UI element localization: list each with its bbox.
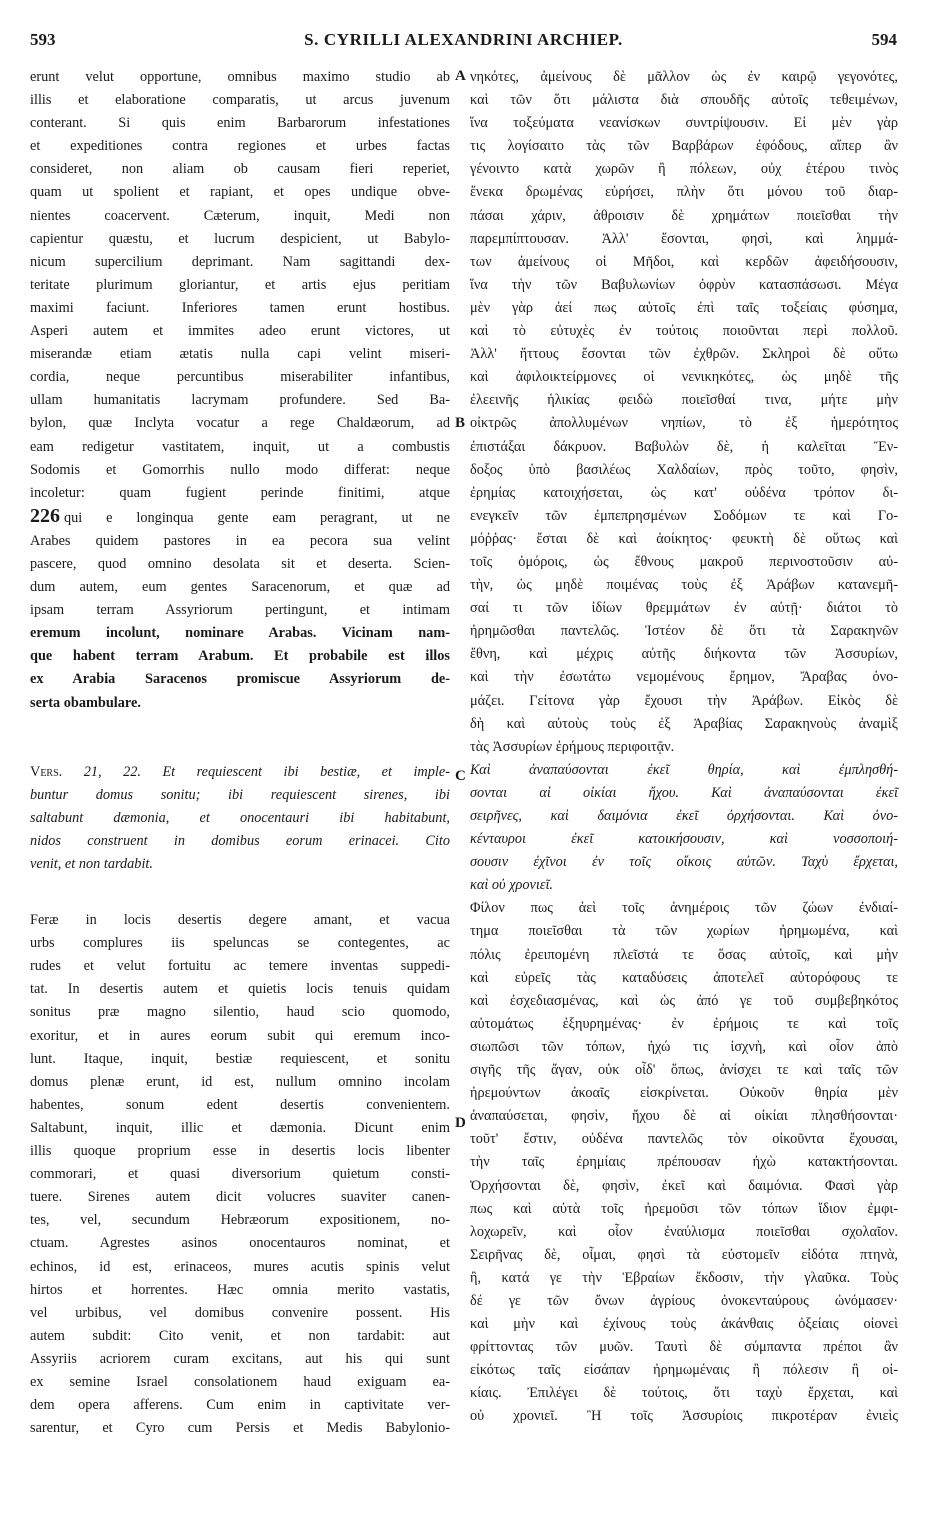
text-line: ἔθνη, καὶ μέχρις αὐτῆς διήκοντα τῶν Ἀσσυρίων, [470, 646, 898, 663]
text-line: ἵνα τὴν τῶν Βαβυλωνίων ὀφρὺν κατασπάσωσι. Μέγα [470, 276, 898, 293]
text-line: οἰκτρῶς ἀπολλυμένων νηπίων, τὸ ἐξ ἡμερότητος [470, 415, 898, 432]
verse-label: Vers. [30, 763, 84, 780]
text-line: dum autem, eum gentes Saracenorum, et quæ ad [30, 579, 450, 596]
text-line: Asperi autem et immites adeo erunt victores, ut [30, 323, 450, 340]
page-number-right: 594 [871, 30, 897, 49]
text-line: bylon, quæ Inclyta vocatur a rege Chaldæorum, ad [30, 415, 450, 432]
text-line: tes, vel, secundum Hebræorum expositionem, no- [30, 1212, 450, 1229]
page-header [30, 30, 897, 56]
text-line: miserandæ etiam ætatis nulla capi velint miseri- [30, 346, 450, 363]
text-line: sarentur, et Cyro cum Persis et Medis Babylonio- [30, 1420, 450, 1437]
greek-verse [470, 759, 898, 898]
text-line: ἐπιστάξαι δάκρυον. Βαβυλὼν δὲ, ἡ καλεῖται Ἔν- [470, 438, 898, 455]
text-line: νηκότες, ἀμείνους δὲ μᾶλλον ὡς ἐν καιρῷ γεγονότες, [470, 69, 898, 85]
text-line: Φίλον πως ἀεὶ τοῖς ἀνημέροις τῶν ζώων ἐνδιαί- [470, 900, 898, 917]
text-line: σιωπῶσι τῶν τόπων, ἠχώ τις ἰσχνὴ, καὶ οἷον ἀπὸ [470, 1038, 898, 1055]
text-line: tat. In desertis autem et quietis locis tenuis quidam [30, 981, 450, 998]
text-line: illis quoque proprium esse in desertis locis libenter [30, 1143, 450, 1160]
text-line: que habent terram Arabum. Et probabile est illos [30, 648, 450, 665]
text-line: μάζει. Γείτονα γὰρ ἔχουσι τὴν Ἀράβων. Εἰκὸς δὲ [470, 692, 898, 709]
text-line: τοῖς ὁμόροις, ὡς ἔθνους μακροῦ περινοστοῦσιν αὐ- [470, 553, 898, 570]
text-line: κίαις. Ἐπιλέγει δὲ τούτοις, ὅτι ταχὺ ἔρχεται, καὶ [470, 1385, 898, 1402]
text-line: μὲν γὰρ ἀεί πως αὐτοῖς ἐπὶ ταῖς τοξείαις φύσημα, [470, 299, 898, 316]
text-line: Σειρῆνας δὲ, οἶμαι, φησὶ τὰ εὐστομεῖν εἰδότα πτηνὰ, [470, 1246, 898, 1263]
text-line: illis et elaboratione comparatis, ut arcus juvenum [30, 92, 450, 109]
page-number-left: 593 [30, 30, 56, 49]
text-line: exoritur, et in aures eorum subit qui eremum inco- [30, 1027, 450, 1044]
latin-paragraph-2 [30, 909, 450, 1440]
latin-column [30, 66, 450, 1440]
latin-line-226: 226 qui e longinqua gente eam peragrant, ut ne [30, 504, 450, 527]
text-line: γένοιντο κατὰ χωρῶν ἢ πόλεων, οὐχ ἑτέρου τινὸς [470, 161, 898, 178]
text-line: erunt velut opportune, omnibus maximo studio ab [30, 69, 450, 85]
text-line: καὶ εὐρεῖς τὰς καταδύσεις ἀποτελεῖ αὐτορόφους τε [470, 969, 898, 986]
text-line: δέ γε τῶν ὄνων ἀγρίους ὀνοκενταύρους ὠνόμασεν· [470, 1292, 898, 1309]
text-line: τὴν, ὡς μηδὲ ποιμένας τοὺς ἐξ Ἀράβων κατανεμῆ- [470, 577, 898, 594]
text-line: σονται αἱ οἰκίαι ἤχου. Καὶ ἀναπαύσονται ἐκεῖ [470, 784, 898, 801]
text-line: ἵνα τοξεύματα νεανίσκων συντρίψουσιν. Εἰ μὲν γὰρ [470, 115, 898, 132]
text-line: ἀναπαύσεται, φησὶν, ἤχου δὲ αἱ οἰκίαι πλησθήσονται· [470, 1108, 898, 1125]
text-line: tuere. Sirenes autem dicit volucres suaviter canen- [30, 1189, 450, 1206]
text-line: τὴν ταῖς ἐρημίαις πρέπουσαν ἠχὼ κατακτήσονται. [470, 1154, 898, 1171]
text-line: καὶ τὸ εὐτυχὲς ἐν τούτοις ποιοῦνται περὶ πολλοῦ. [470, 323, 898, 340]
text-line: maximi faciunt. Inferiores tamen erunt hostibus. [30, 299, 450, 316]
text-line: πως καὶ αὐτὰ τοῖς ἠρεμοῦσι τῶν τόπων ἴδιον ἐμφι- [470, 1200, 898, 1217]
text-line: Sodomis et Gomorrhis nullo modo differat: neque [30, 461, 450, 478]
text-line: pascere, quod omnino desolata sit et deserta. Scien- [30, 555, 450, 572]
text-line: ἢ, κατά γε τὴν Ἑβραίων ἔκδοσιν, τὴν γλαῦκα. Τοὺς [470, 1269, 898, 1286]
text-line: lunt. Itaque, inquit, bestiæ requiescent, et sonitu [30, 1050, 450, 1067]
text-line: et expeditiones contra regiones et urbes factas [30, 138, 450, 155]
text-line: vel urbibus, vel domibus convenire possent. His [30, 1304, 450, 1321]
text-line: καὶ μὴν καὶ ἐχίνους τοὺς ἀκάνθαις ὀξείαις οἱονεὶ [470, 1316, 898, 1333]
text-line: consideret, non aliam ob causam fieri reperiet, [30, 161, 450, 178]
text-line: nientes coacervent. Cæterum, inquit, Medi non [30, 207, 450, 224]
text-line: καὶ οὐ χρονιεῖ. [470, 877, 553, 894]
verse-line: saltabunt dæmonia, et onocentauri ibi habitabunt, [30, 809, 450, 826]
text-line: Καὶ ἀναπαύσονται ἐκεῖ θηρία, καὶ ἐμπλησθή- [470, 761, 898, 778]
text-line: Assyriis acriorem curam excitans, aut his qui sunt [30, 1350, 450, 1367]
text-line: ἕνεκα δρωμένας εὑρήσει, πλὴν ὅτι μόνου τοῦ διαρ- [470, 184, 898, 201]
margin-marker-b: B [455, 415, 466, 431]
text-line: capientur quæstu, et lucrum despicient, ut Babylo- [30, 230, 450, 247]
greek-paragraph-1 [470, 66, 898, 759]
text-line: autem subdit: Cito venit, et non tardabit: aut [30, 1327, 450, 1344]
text-line: καὶ ἀφιλοικτείρμονες οἱ νενικηκότες, ὡς μηδὲ τῆς [470, 369, 898, 386]
text-line: καὶ τῶν ὅτι μάλιστα διὰ σπουδῆς αὐτοῖς τεθειμένων, [470, 92, 898, 109]
text-line: echinos, id est, erinaceos, mures acutis spinis velut [30, 1258, 450, 1275]
running-title: S. CYRILLI ALEXANDRINI ARCHIEP. [304, 30, 623, 49]
text-line: τις λογίσαιτο τὰς τῶν Βαρβάρων ἐφόδους, αἵπερ ἂν [470, 138, 898, 155]
text-line: τοῦτ' ἔστιν, οὐδένα παντελῶς τὸν οἰκοῦντα ἔχουσαι, [470, 1131, 898, 1148]
text-line: Feræ in locis desertis degere amant, et vacua [30, 912, 450, 929]
margin-marker-d: D [455, 1115, 466, 1131]
text-line: λοχωρεῖν, καὶ οἷον ἐναύλισμα ποιεῖσθαι σχολαῖον. [470, 1223, 898, 1240]
text-line: κένταυροι ἐκεῖ κατοικήσουσιν, καὶ νοσσοποιή- [470, 831, 898, 848]
text-line: ἐλεεινῆς ἡλικίας φειδὼ ποιεῖσθαί τινα, μήτε μὴν [470, 392, 898, 409]
text-line: πόλις ἐρειπομένη πλεῖστά τε ὅσας αὐτοῖς, καὶ μὴν [470, 946, 898, 963]
verse-line: buntur domus sonitu; ibi requiescent sirenes, ibi [30, 786, 450, 803]
text-line: καὶ τὴν ἐσωτάτω νεμομένους ἔρημον, Ἄραβας ὀνο- [470, 669, 898, 686]
text-line: hirtos et horrentes. Hæc omnia merito vastatis, [30, 1281, 450, 1298]
latin-paragraph-1 [30, 66, 450, 505]
text-line: σειρῆνες, καὶ δαιμόνια ἐκεῖ ὀρχήσονται. Καὶ ὀνο- [470, 808, 898, 824]
text-line: εἰκότως ταῖς εἰσάπαν ἠρημωμέναις ἢ πόλεσιν ἢ οἰ- [470, 1362, 898, 1379]
text-line: ἠρημῶσθαι παντελῶς. Ἰστέον δὲ ὅτι τὰ Σαρακηνῶν [470, 623, 898, 640]
text-line: τὰς Ἀσσυρίων ἐρήμους περιφοιτᾷν. [470, 738, 675, 755]
text-line: ἠρεμούντων ἀκοαῖς εἰσκρίνεται. Οὐκοῦν θηρία μὲν [470, 1085, 898, 1102]
text-line: τημα ποιεῖσθαι τὰ τῶν χωρίων ἠρημωμένα, καὶ [470, 923, 898, 940]
text-line: δοξος ὑπὸ βασιλέως Χαλδαίων, πρὸς τοῦτο, φησὶν, [470, 461, 898, 478]
verse-line: Vers. 21, 22. Et requiescent ibi bestiæ, et imple- [30, 763, 450, 780]
text-line: conterant. Si quis enim Barbarorum infestationes [30, 115, 450, 132]
text-line: eremum incolunt, nominare Arabas. Vicinam nam- [30, 625, 450, 642]
text-line: commorari, et quasi diversorium quietum consti- [30, 1166, 450, 1183]
text-line: αὐτομάτως ἐξηυρημένας· ἐν ἐρήμοις τε καὶ τοῖς [470, 1015, 898, 1032]
text-line: incoletur: quam fugient perinde finitimi, atque [30, 484, 450, 501]
text-line: ex semine Israel consolationem haud exiguam ea- [30, 1373, 450, 1390]
text-line: φρίττοντας τῶν μυῶν. Ταυτὶ δὲ σύμπαντα πρέποι ἂν [470, 1339, 898, 1356]
text-line: cordia, neque percuntibus miserabiliter infantibus, [30, 369, 450, 386]
latin-paragraph-1-cont [30, 530, 450, 715]
text-line: σαί τι τῶν ἰδίων θρεμμάτων ἐν αὐτῇ· διάτοι τὸ [470, 600, 898, 617]
text-line: habentes, sonum edent desertis convenientem. [30, 1096, 450, 1113]
text-line: των ἀμείνους οἱ Μῆδοι, καὶ κερδῶν ἀφειδήσουσιν, [470, 253, 898, 270]
greek-column [470, 66, 898, 1429]
text-line: rudes et velut fortuitu ac temere inventas suppedi- [30, 958, 450, 975]
text-line: σιγῆς τῆς ἄγαν, οὐκ οἶδ' ὅπως, ἀνίσχει τε καὶ ταῖς τῶν [470, 1062, 898, 1079]
text-line: Ἀλλ' ἥττους ἔσονται τῶν ἐχθρῶν. Σκληροὶ δὲ οὕτω [470, 346, 898, 363]
verse-line: nidos construent in domibus eorum erinacei. Cito [30, 832, 450, 849]
margin-marker-a: A [455, 68, 466, 84]
text-line: domus plenæ erunt, id est, nullum omnino incolam [30, 1073, 450, 1090]
text-line: ctuam. Agrestes asinos onocentauros nominat, et [30, 1235, 450, 1252]
text-line: quam ut spolient et rapiant, et opes undique obve- [30, 184, 450, 201]
text-line: urbs complures iis speluncas se contegentes, ac [30, 935, 450, 952]
section-number: 226 [30, 504, 60, 527]
text-line: καὶ ἐσχεδιασμένας, καὶ ὡς ἀπό γε τοῦ συμβεβηκότος [470, 992, 898, 1009]
text-line: Saltabunt, inquit, illic et dæmonia. Dicunt enim [30, 1119, 450, 1136]
text-line: ullam humanitatis lacrymam profundere. Sed Ba- [30, 392, 450, 409]
text-line: μόῤῥας· ἔσται δὲ καὶ ἀοίκητος· φευκτὴ δὲ οὕτως καὶ [470, 530, 898, 547]
text-line: Ὀρχήσονται δὲ, φησὶν, ἐκεῖ καὶ δαιμόνια. Φασὶ γὰρ [470, 1177, 898, 1194]
text-line: teritate plurimum gloriantur, et artis ejus peritiam [30, 276, 450, 293]
text-line: ex Arabia Saracenos promiscue Assyriorum de- [30, 671, 450, 688]
verse-line: venit, et non tardabit. [30, 856, 153, 872]
text-line: δὴ καὶ αὐτοὺς τοὺς ἐξ Ἀραβίας Σαρακηνοὺς ἀναμὶξ [470, 715, 898, 732]
text-line: ipsam terram Assyriorum pertingunt, et intimam [30, 602, 450, 619]
text-line: sonitus præ magno silentio, haud scio quomodo, [30, 1004, 450, 1021]
margin-marker-c: C [455, 768, 466, 784]
text-line: ἐρημίας κατοιχήσεται, ὡς κατ' οὐδένα τρόπον δι- [470, 484, 898, 501]
latin-verse [30, 761, 450, 876]
text-line: πάσαι χάριν, ἀθροισιν δὲ χρημάτων ποιεῖσθαι τὴν [470, 207, 898, 224]
text-line: παρεμπίπτουσαν. Ἀλλ' ἔσονται, φησὶ, καὶ λημμά- [470, 230, 898, 247]
text-line: nicum supercilium deprimant. Nam sagittandi dex- [30, 253, 450, 270]
text-line: σουσιν ἐχῖνοι ἐν τοῖς οἴκοις αὐτῶν. Ταχὺ ἔρχεται, [470, 854, 898, 871]
text-line: Arabes quidem pastores in ea pecora sua velint [30, 532, 450, 549]
text-line: eam redigetur vastitatem, inquit, ut a combustis [30, 438, 450, 455]
text-line: serta obambulare. [30, 694, 141, 711]
text-line: οὐ χρονιεῖ. Ἢ τοῖς Ἀσσυρίοις πικροτέραν ἐνιεὶς [470, 1408, 898, 1425]
text-line: dem opera afferens. Cum enim in captivitate ver- [30, 1397, 450, 1414]
greek-paragraph-2 [470, 897, 898, 1428]
text-line: ενεγκεῖν τῶν ἐμπεπρησμένων Σοδόμων τε καὶ Γο- [470, 507, 898, 524]
